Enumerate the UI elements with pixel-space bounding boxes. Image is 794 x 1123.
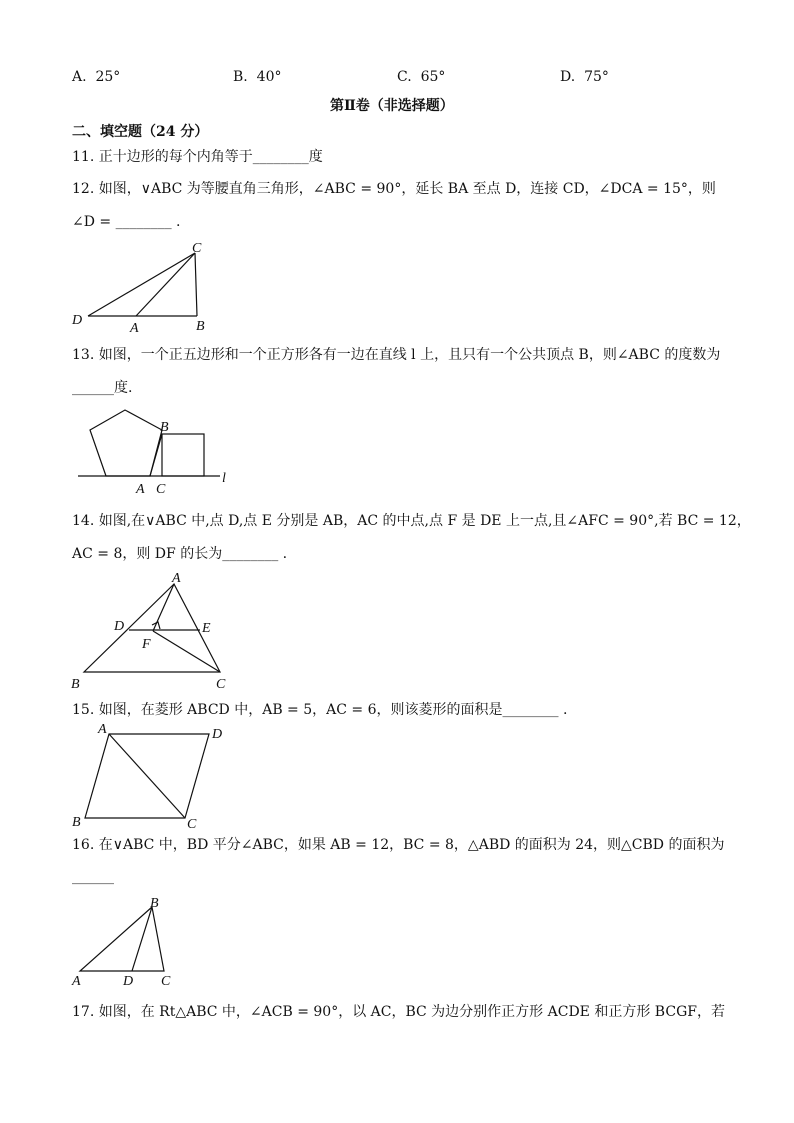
fig14-label-d: D [114,619,125,634]
figure-q13 [70,402,240,498]
fig13-label-l: l [222,471,226,486]
fig13-square [162,434,204,476]
question-16-line1: 16. 在∨ABC 中，BD 平分∠ABC，如果 AB = 12，BC = 8，△ABD 的面积为 24，则△CBD 的面积为 [72,837,725,853]
question-16-line2: ______ [72,869,114,885]
choice-b: B. 40° [233,69,282,85]
fig12-line-ac [136,253,195,316]
fig15-label-c: C [187,817,197,830]
fig12-line-bc [195,253,197,316]
fig15-line-ac [109,734,185,818]
part-title: 二、填空题（24 分） [72,124,209,140]
fig14-label-b: B [71,677,80,692]
question-12-line2: ∠D = ________ . [72,214,181,230]
choice-d: D. 75° [560,69,609,85]
fig14-label-e: E [202,621,211,636]
fig12-label-b: B [196,319,205,334]
figure-q15 [68,718,238,830]
fig13-label-a: A [136,482,145,497]
fig16-label-c: C [161,974,171,989]
fig15-label-a: A [98,722,107,737]
question-13-line2: ______度. [72,380,133,396]
figure-q16 [68,895,188,991]
fig13-label-b: B [160,420,169,435]
fig16-label-b: B [150,896,159,911]
question-12-line1: 12. 如图，∨ABC 为等腰直角三角形，∠ABC = 90°，延长 BA 至点 D，连接 CD，∠DCA = 15°，则 [72,181,716,197]
fig16-triangle [80,907,164,971]
choice-a: A. 25° [72,69,121,85]
fig12-label-a: A [130,321,139,336]
figure-q12 [60,236,230,336]
choice-c: C. 65° [397,69,446,85]
question-14-line1: 14. 如图,在∨ABC 中,点 D,点 E 分别是 AB，AC 的中点,点 F 是 DE 上一点,且∠AFC = 90°,若 BC = 12， [72,513,751,529]
section-title: 第Ⅱ卷（非选择题） [330,98,454,114]
question-11: 11. 正十边形的每个内角等于________度 [72,149,323,165]
fig15-label-b: B [72,815,81,830]
fig14-line-af [153,584,174,631]
fig13-pentagon [90,410,162,476]
fig12-label-c: C [192,241,202,256]
question-13-line1: 13. 如图，一个正五边形和一个正方形各有一边在直线 l 上，且只有一个公共顶点 B，则∠ABC 的度数为 [72,347,721,363]
fig14-label-a: A [172,571,181,586]
figure-q14 [68,568,238,692]
question-14-line2: AC = 8，则 DF 的长为________ . [72,546,288,562]
fig14-triangle [84,584,220,672]
fig14-label-f: F [142,637,151,652]
fig13-line-ab [150,434,162,476]
question-17-line1: 17. 如图，在 Rt△ABC 中，∠ACB = 90°，以 AC，BC 为边分别作正方形 ACDE 和正方形 BCGF，若 [72,1004,725,1020]
fig12-label-d: D [72,313,83,328]
fig16-label-a: A [72,974,81,989]
fig14-label-c: C [216,677,226,692]
fig12-line-dc [88,253,195,316]
question-15-line1: 15. 如图，在菱形 ABCD 中，AB = 5，AC = 6，则该菱形的面积是________ . [72,702,568,718]
fig15-label-d: D [212,727,223,742]
fig16-label-d: D [123,974,134,989]
fig13-label-c: C [156,482,166,497]
